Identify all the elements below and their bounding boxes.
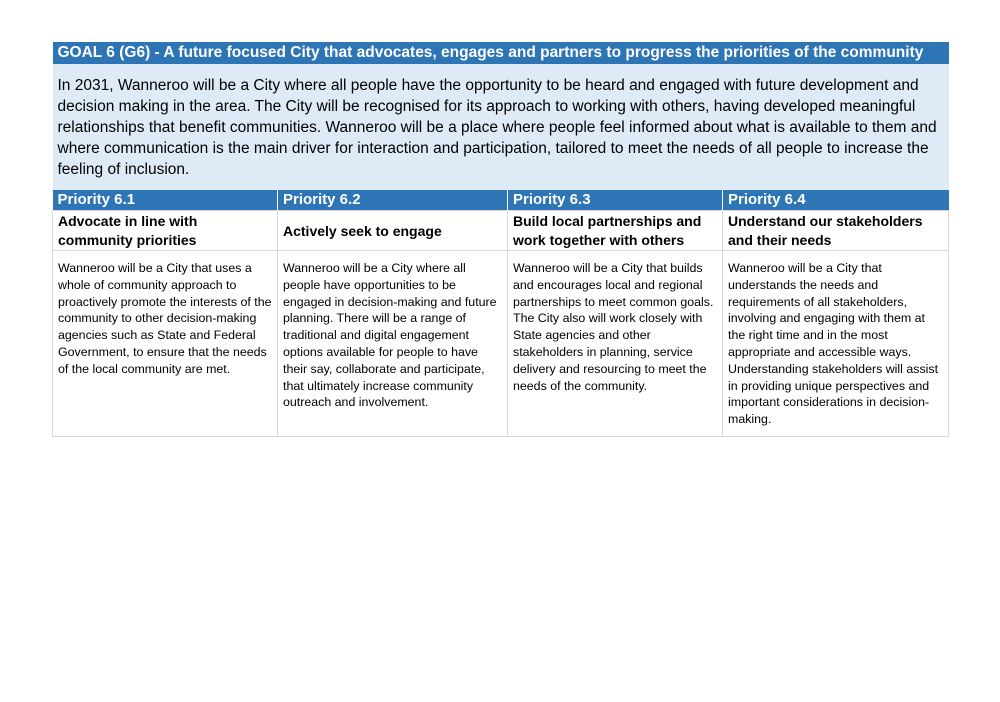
priority-heading-6-2: Actively seek to engage <box>278 211 508 251</box>
goal-title-row <box>53 42 949 64</box>
priority-label-row <box>53 190 949 211</box>
priority-body-row <box>53 251 949 437</box>
goal-title: GOAL 6 (G6) - A future focused City that advocates, engages and partners to progress the priorities of the community <box>53 42 949 64</box>
goal-table <box>52 42 949 437</box>
priority-body-6-1: Wanneroo will be a City that uses a whole of community approach to proactively promote the interests of the community to other decision-making agencies such as State and Federal Government, to ensure that the needs of the local community are met. <box>53 251 278 437</box>
priority-label-6-3: Priority 6.3 <box>508 190 723 211</box>
priority-body-6-4: Wanneroo will be a City that understands the needs and requirements of all stakeholders, involving and engaging with them at the right time and in the most appropriate and accessible ways. Understanding stakeholders will assist in providing unique perspectives and important considerations in decision-making. <box>723 251 949 437</box>
goal-description: In 2031, Wanneroo will be a City where all people have the opportunity to be heard and engaged with future development and decision making in the area. The City will be recognised for its approach to working with others, having developed meaningful relationships that benefit communities. Wanneroo will be a place where people feel informed about what is available to them and where communication is the main driver for interaction and participation, tailored to meet the needs of all people to increase the feeling of inclusion. <box>53 64 949 190</box>
priority-label-6-2: Priority 6.2 <box>278 190 508 211</box>
goal-description-row <box>53 64 949 190</box>
priority-heading-6-3: Build local partnerships and work together with others <box>508 211 723 251</box>
priority-label-6-1: Priority 6.1 <box>53 190 278 211</box>
priority-body-6-3: Wanneroo will be a City that builds and encourages local and regional partnerships to meet common goals. The City also will work closely with State agencies and other stakeholders in planning, service delivery and resourcing to meet the needs of the community. <box>508 251 723 437</box>
priority-body-6-2: Wanneroo will be a City where all people have opportunities to be engaged in decision-making and future planning. There will be a range of traditional and digital engagement options available for people to have their say, collaborate and participate, that ultimately increase community outreach and involvement. <box>278 251 508 437</box>
priority-heading-row <box>53 211 949 251</box>
priority-heading-6-4: Understand our stakeholders and their needs <box>723 211 949 251</box>
priority-label-6-4: Priority 6.4 <box>723 190 949 211</box>
priority-heading-6-1: Advocate in line with community priorities <box>53 211 278 251</box>
